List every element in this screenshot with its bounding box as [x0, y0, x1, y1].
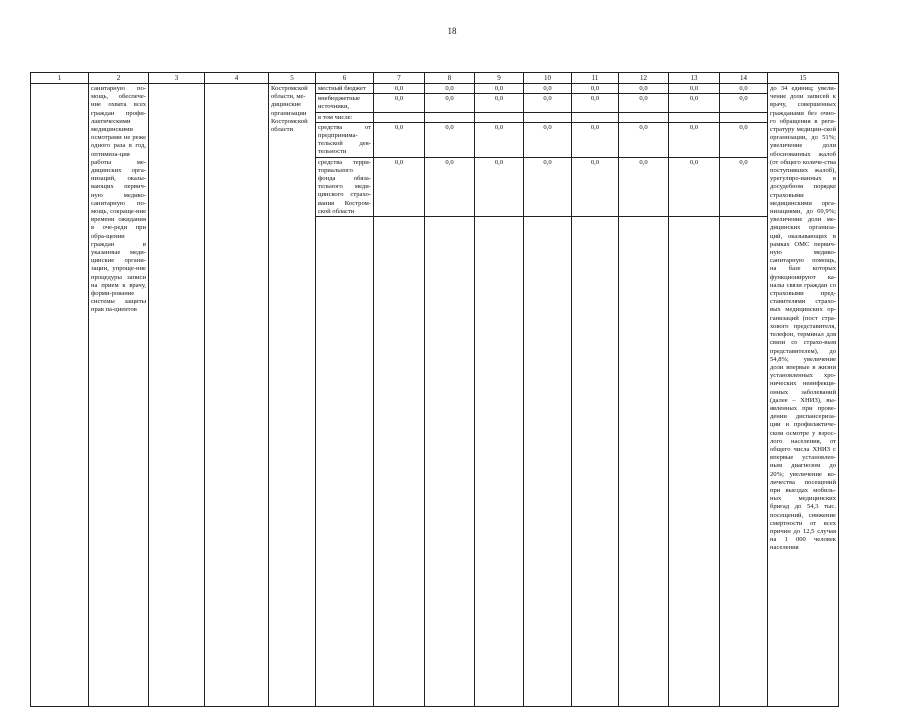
source-row-local-budget: [31, 84, 839, 94]
value-cell: [572, 112, 619, 122]
col-header-12: 12: [619, 73, 669, 84]
value-cell: [669, 112, 720, 122]
col-header-2: 2: [89, 73, 149, 84]
value-cell: 0,0: [475, 157, 524, 216]
source-label: средства от предпринима-тельской дея-тельности: [316, 122, 374, 157]
col-header-5: 5: [269, 73, 316, 84]
col-header-14: 14: [720, 73, 768, 84]
col-header-8: 8: [425, 73, 475, 84]
value-cell: 0,0: [524, 122, 572, 157]
empty-cell: [524, 217, 572, 707]
value-cell: 0,0: [425, 94, 475, 112]
measure-description: санитарную по-мощь, обеспече-ние охвата всех граждан профи-лактическими медицинскими осмотрами не реже одного раза в год, оптимиза-ция работы ме-дицинских орга-низаций, оказы-вающих первич-ную медико-санитарную по-мощь, сокраще-ние времени ожидания в оче-реди при обра-щении граждан в указанные меди-цинские органи-зации, упроще-ние процедуры записи на прием к врачу, форми-рование системы защиты прав па-циентов: [89, 84, 149, 707]
source-label: внебюджетные источники,: [316, 94, 374, 112]
value-cell: [524, 112, 572, 122]
value-cell: 0,0: [720, 84, 768, 94]
value-cell: 0,0: [572, 84, 619, 94]
col-header-15: 15: [768, 73, 839, 84]
value-cell: [475, 112, 524, 122]
cell-col1: [31, 84, 89, 707]
value-cell: 0,0: [572, 157, 619, 216]
col-header-3: 3: [149, 73, 205, 84]
empty-cell: [316, 217, 374, 707]
value-cell: 0,0: [720, 94, 768, 112]
value-cell: 0,0: [425, 84, 475, 94]
source-label: в том числе:: [316, 112, 374, 122]
empty-cell: [720, 217, 768, 707]
col-header-13: 13: [669, 73, 720, 84]
empty-cell: [572, 217, 619, 707]
value-cell: 0,0: [669, 157, 720, 216]
col-header-10: 10: [524, 73, 572, 84]
value-cell: 0,0: [374, 84, 425, 94]
value-cell: 0,0: [720, 157, 768, 216]
col-header-6: 6: [316, 73, 374, 84]
value-cell: 0,0: [619, 157, 669, 216]
value-cell: 0,0: [475, 94, 524, 112]
value-cell: [619, 112, 669, 122]
expected-results: до 34 единиц; увели-чение доли записей к врачу, совершенных гражданами без очно-го обращения в реги-стратуру медицин-ской организации, до 51%; увеличение доли обоснованных жалоб (от общего количе-ства поступивших жалоб), урегулиро-ванных в досудебном порядке страховыми медицинскими орга-низациями, до 69,9%; увеличение доли ме-дицинских организа-ций, оказывающих в рамках ОМС первич-ную медико-санитарную помощь, на базе которых функционируют ка-налы связи граждан со страховыми пред-ставителями страхо-вых медицинских ор-ганизаций (пост стра-хового представителя, телефон, терминал для связи со страхо-вым представителем), до 54,8%; увеличение доли впервые в жизни установленных хро-нических неинфекци-онных заболеваний (далее – ХНИЗ), вы-явленных при прове-дении диспансериза-ции и профилактиче-ском осмотре у взрос-лого населения, от общего числа ХНИЗ с впервые установлен-ным диагнозом до 20%; увеличение ко-личества посещений при выездах мобиль-ных медицинских бригад до 54,3 тыс. посещений, снижение смертности от всех причин до 12,5 случая на 1 000 человек населения: [768, 84, 839, 707]
empty-cell: [669, 217, 720, 707]
empty-cell: [475, 217, 524, 707]
value-cell: 0,0: [475, 84, 524, 94]
empty-cell: [619, 217, 669, 707]
value-cell: 0,0: [619, 84, 669, 94]
col-header-11: 11: [572, 73, 619, 84]
col-header-1: 1: [31, 73, 89, 84]
program-table: [30, 72, 839, 707]
value-cell: 0,0: [475, 122, 524, 157]
cell-col3: [149, 84, 205, 707]
col-header-4: 4: [205, 73, 269, 84]
value-cell: 0,0: [619, 94, 669, 112]
value-cell: 0,0: [524, 157, 572, 216]
value-cell: 0,0: [720, 122, 768, 157]
value-cell: 0,0: [619, 122, 669, 157]
executor-cell: Костромской области, ме-дицинские организации Костромской области: [269, 84, 316, 707]
page-number: 18: [447, 26, 457, 36]
value-cell: 0,0: [374, 157, 425, 216]
value-cell: [374, 112, 425, 122]
value-cell: 0,0: [524, 94, 572, 112]
value-cell: 0,0: [425, 157, 475, 216]
col-header-9: 9: [475, 73, 524, 84]
value-cell: 0,0: [425, 122, 475, 157]
value-cell: 0,0: [524, 84, 572, 94]
cell-col4: [205, 84, 269, 707]
value-cell: 0,0: [669, 94, 720, 112]
col-header-7: 7: [374, 73, 425, 84]
source-label: средства терри-ториального фонда обяза-тельного меди-цинского страхо-вания Костром-ской области: [316, 157, 374, 216]
value-cell: 0,0: [572, 122, 619, 157]
empty-cell: [425, 217, 475, 707]
value-cell: [720, 112, 768, 122]
value-cell: 0,0: [669, 84, 720, 94]
empty-cell: [374, 217, 425, 707]
source-label: местный бюджет: [316, 84, 374, 94]
value-cell: 0,0: [669, 122, 720, 157]
value-cell: 0,0: [572, 94, 619, 112]
value-cell: [425, 112, 475, 122]
value-cell: 0,0: [374, 122, 425, 157]
value-cell: 0,0: [374, 94, 425, 112]
header-row: [31, 73, 839, 84]
